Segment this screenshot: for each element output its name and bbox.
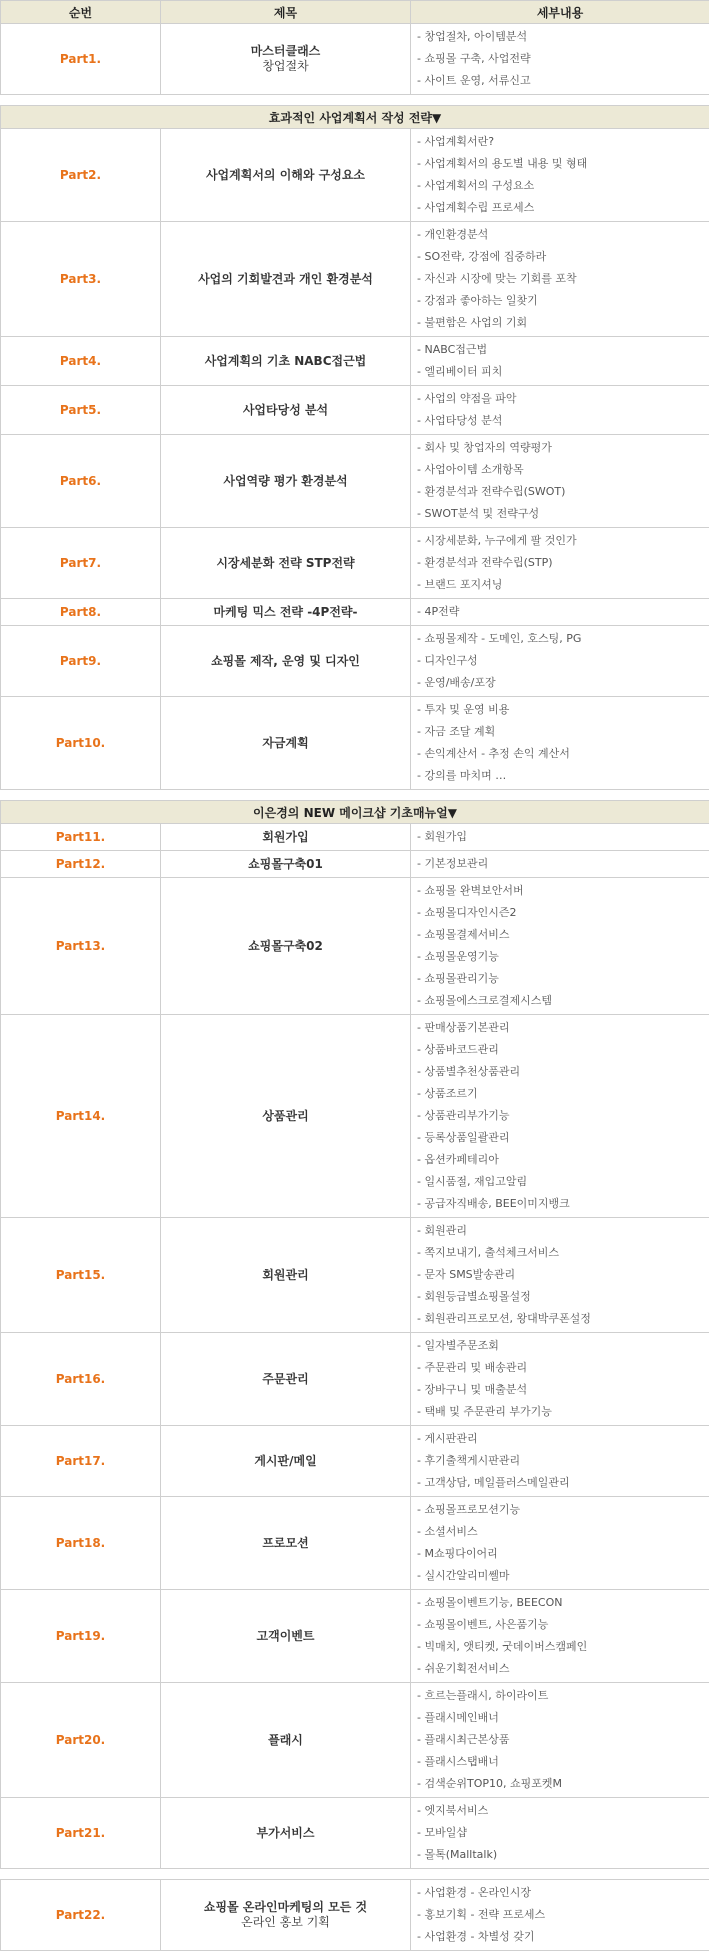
section-header-row [1,801,709,824]
part-number: Part22. [1,1880,161,1951]
table-row [1,129,709,222]
part-number: Part5. [1,386,161,435]
detail-item: - 자금 조달 계획 [417,721,709,743]
lesson-title-cell [161,626,411,697]
lesson-title-cell [161,851,411,878]
detail-item: - 검색순위TOP10, 쇼핑포켓M [417,1773,709,1795]
lesson-title-cell [161,435,411,528]
section-title: 효과적인 사업계획서 작성 전략▼ [1,106,709,129]
part-number: Part12. [1,851,161,878]
lesson-details [411,1880,709,1951]
detail-item: - 쪽지보내기, 출석체크서비스 [417,1242,709,1264]
table-row [1,1683,709,1798]
table-row [1,626,709,697]
detail-item: - 사업계획서의 용도별 내용 및 형태 [417,153,709,175]
detail-item: - 강점과 좋아하는 일찾기 [417,290,709,312]
lesson-title: 사업계획의 기초 NABC접근법 [205,354,367,368]
lesson-title-cell [161,386,411,435]
detail-item: - 기본정보관리 [417,853,709,875]
detail-item: - 플래시메인배너 [417,1707,709,1729]
detail-item: - 브랜드 포지셔닝 [417,574,709,596]
lesson-title-cell [161,1590,411,1683]
lesson-details [411,1333,709,1426]
detail-item: - 쇼핑몰디자인시즌2 [417,902,709,924]
detail-item: - 쉬운기획전서비스 [417,1658,709,1680]
part-number: Part11. [1,824,161,851]
column-header: 제목 [161,1,411,24]
lesson-title: 쇼핑몰구축02 [248,939,323,953]
detail-item: - 일자별주문조회 [417,1335,709,1357]
table-header-row [1,1,709,24]
detail-item: - 상품별추천상품관리 [417,1061,709,1083]
lesson-title: 회원가입 [262,830,308,844]
lesson-title-cell [161,697,411,790]
lesson-title-cell [161,1497,411,1590]
detail-item: - 사업계획서의 구성요소 [417,175,709,197]
detail-item: - 회원관리 [417,1220,709,1242]
lesson-details [411,1218,709,1333]
detail-item: - 쇼핑몰 구축, 사업전략 [417,48,709,70]
detail-item: - 환경분석과 전략수립(SWOT) [417,481,709,503]
detail-item: - 사업의 약점을 파악 [417,388,709,410]
detail-item: - 쇼핑몰에스크로결제시스템 [417,990,709,1012]
detail-item: - 쇼핑몰 완벽보안서버 [417,880,709,902]
curriculum-table [0,0,709,95]
detail-item: - 손익계산서 - 추정 손익 계산서 [417,743,709,765]
detail-item: - 택배 및 주문관리 부가기능 [417,1401,709,1423]
table-row [1,1590,709,1683]
table-row [1,851,709,878]
column-header: 순번 [1,1,161,24]
detail-item: - 게시판관리 [417,1428,709,1450]
lesson-title-cell [161,1218,411,1333]
lesson-title: 게시판/메일 [254,1454,316,1468]
part-number: Part21. [1,1798,161,1869]
detail-item: - 상품관리부가기능 [417,1105,709,1127]
detail-item: - 모바일샵 [417,1822,709,1844]
lesson-title-cell [161,528,411,599]
detail-item: - 개인환경분석 [417,224,709,246]
detail-item: - 사업아이템 소개항목 [417,459,709,481]
table-row [1,1015,709,1218]
table-row [1,222,709,337]
lesson-details [411,1497,709,1590]
curriculum-table [0,1879,709,1951]
part-number: Part4. [1,337,161,386]
lesson-title-cell [161,878,411,1015]
detail-item: - 등록상품일괄관리 [417,1127,709,1149]
detail-item: - 실시간알리미쎌마 [417,1565,709,1587]
lesson-details [411,697,709,790]
detail-item: - 회사 및 창업자의 역량평가 [417,437,709,459]
lesson-title: 자금계획 [262,736,308,750]
detail-item: - 빅매치, 앳티켓, 굿데이버스캠페인 [417,1636,709,1658]
lesson-details [411,129,709,222]
table-row [1,824,709,851]
table-row [1,1218,709,1333]
lesson-title-cell [161,1880,411,1951]
lesson-title-cell [161,129,411,222]
table-row [1,1333,709,1426]
lesson-details [411,851,709,878]
detail-item: - 판매상품기본관리 [417,1017,709,1039]
lesson-details [411,528,709,599]
detail-item: - 소셜서비스 [417,1521,709,1543]
lesson-title: 시장세분화 전략 STP전략 [216,556,354,570]
lesson-title-cell [161,337,411,386]
lesson-details [411,435,709,528]
part-number: Part14. [1,1015,161,1218]
part-number: Part18. [1,1497,161,1590]
lesson-title: 상품관리 [262,1109,308,1123]
table-row [1,1426,709,1497]
detail-item: - SWOT분석 및 전략구성 [417,503,709,525]
detail-item: - 사이트 운영, 서류신고 [417,70,709,92]
detail-item: - 투자 및 운영 비용 [417,699,709,721]
detail-item: - 자신과 시장에 맞는 기회를 포착 [417,268,709,290]
detail-item: - 쇼핑몰이벤트, 사은품기능 [417,1614,709,1636]
table-row [1,1497,709,1590]
detail-item: - 상품조르기 [417,1083,709,1105]
curriculum-table [0,800,709,1869]
table-row [1,1880,709,1951]
column-header: 세부내용 [411,1,709,24]
lesson-subtitle: 온라인 홍보 기획 [161,1915,410,1930]
lesson-title-cell [161,24,411,95]
detail-item: - 쇼핑몰이벤트기능, BEECON [417,1592,709,1614]
detail-item: - 쇼핑몰운영기능 [417,946,709,968]
detail-item: - 흐르는플래시, 하이라이트 [417,1685,709,1707]
detail-item: - 후기출책게시판관리 [417,1450,709,1472]
lesson-title: 쇼핑몰 제작, 운영 및 디자인 [211,654,360,668]
curriculum-table [0,105,709,790]
part-number: Part13. [1,878,161,1015]
part-number: Part19. [1,1590,161,1683]
detail-item: - 엘리베이터 피치 [417,361,709,383]
detail-item: - 창업절차, 아이템분석 [417,26,709,48]
detail-item: - 옵션카페테리아 [417,1149,709,1171]
detail-item: - 플래시스탭배너 [417,1751,709,1773]
lesson-title: 부가서비스 [257,1826,315,1840]
detail-item: - 쇼핑몰제작 - 도메인, 호스팅, PG [417,628,709,650]
part-number: Part17. [1,1426,161,1497]
detail-item: - 몰톡(Malltalk) [417,1844,709,1866]
part-number: Part10. [1,697,161,790]
lesson-details [411,599,709,626]
detail-item: - M쇼핑다이어리 [417,1543,709,1565]
detail-item: - 홍보기획 - 전략 프로세스 [417,1904,709,1926]
lesson-title: 쇼핑몰구축01 [248,857,323,871]
section-header-row [1,106,709,129]
part-number: Part20. [1,1683,161,1798]
lesson-details [411,824,709,851]
detail-item: - 장바구니 및 매출분석 [417,1379,709,1401]
lesson-details [411,24,709,95]
table-row [1,697,709,790]
table-row [1,1798,709,1869]
lesson-details [411,386,709,435]
lesson-title-cell [161,1683,411,1798]
part-number: Part8. [1,599,161,626]
lesson-details [411,1426,709,1497]
detail-item: - 4P전략 [417,601,709,623]
table-row [1,599,709,626]
table-row [1,435,709,528]
part-number: Part3. [1,222,161,337]
section-gap [0,95,709,105]
table-row [1,878,709,1015]
lesson-details [411,878,709,1015]
lesson-details [411,626,709,697]
lesson-title: 사업역량 평가 환경분석 [223,474,347,488]
lesson-details [411,222,709,337]
detail-item: - 운영/배송/포장 [417,672,709,694]
detail-item: - NABC접근법 [417,339,709,361]
table-row [1,337,709,386]
table-row [1,24,709,95]
detail-item: - 불편함은 사업의 기회 [417,312,709,334]
detail-item: - 문자 SMS발송관리 [417,1264,709,1286]
detail-item: - 환경분석과 전략수립(STP) [417,552,709,574]
section-gap [0,1869,709,1879]
lesson-title: 사업의 기회발견과 개인 환경분석 [198,272,373,286]
lesson-title: 프로모션 [262,1536,308,1550]
part-number: Part9. [1,626,161,697]
detail-item: - 쇼핑몰결제서비스 [417,924,709,946]
detail-item: - 사업환경 - 차별성 갖기 [417,1926,709,1948]
detail-item: - 회원관리프로모션, 왕대박쿠폰설정 [417,1308,709,1330]
section-gap [0,790,709,800]
part-number: Part6. [1,435,161,528]
lesson-details [411,1683,709,1798]
detail-item: - 회원등급별쇼핑몰설정 [417,1286,709,1308]
table-row [1,528,709,599]
lesson-details [411,1015,709,1218]
lesson-title-cell [161,824,411,851]
detail-item: - 강의를 마치며 … [417,765,709,787]
lesson-title: 회원관리 [262,1268,308,1282]
detail-item: - 디자인구성 [417,650,709,672]
detail-item: - 사업계획서란? [417,131,709,153]
lesson-title: 마케팅 믹스 전략 -4P전략- [214,605,358,619]
lesson-title: 사업타당성 분석 [243,403,328,417]
detail-item: - 사업계획수립 프로세스 [417,197,709,219]
lesson-title-cell [161,222,411,337]
detail-item: - 엣지북서비스 [417,1800,709,1822]
lesson-title: 플래시 [268,1733,303,1747]
detail-item: - 사업타당성 분석 [417,410,709,432]
part-number: Part2. [1,129,161,222]
part-number: Part16. [1,1333,161,1426]
lesson-details [411,337,709,386]
detail-item: - 플래시최근본상품 [417,1729,709,1751]
lesson-title: 쇼핑몰 온라인마케팅의 모든 것 [204,1900,367,1914]
section-title: 이은경의 NEW 메이크샵 기초매뉴얼▼ [1,801,709,824]
detail-item: - 쇼핑몰관리기능 [417,968,709,990]
detail-item: - 일시품절, 재입고알림 [417,1171,709,1193]
detail-item: - 회원가입 [417,826,709,848]
lesson-title: 주문관리 [262,1372,308,1386]
lesson-title-cell [161,1015,411,1218]
detail-item: - 주문관리 및 배송관리 [417,1357,709,1379]
part-number: Part1. [1,24,161,95]
detail-item: - 쇼핑몰프로모션기능 [417,1499,709,1521]
detail-item: - SO전략, 강점에 집중하라 [417,246,709,268]
lesson-title: 마스터클래스 [251,44,321,58]
detail-item: - 사업환경 - 온라인시장 [417,1882,709,1904]
detail-item: - 고객상담, 메일플러스메일관리 [417,1472,709,1494]
part-number: Part7. [1,528,161,599]
lesson-title: 고객이벤트 [257,1629,315,1643]
detail-item: - 시장세분화, 누구에게 팔 것인가 [417,530,709,552]
lesson-title-cell [161,1798,411,1869]
lesson-title: 사업계획서의 이해와 구성요소 [206,168,365,182]
table-row [1,386,709,435]
lesson-title-cell [161,1333,411,1426]
lesson-title-cell [161,1426,411,1497]
detail-item: - 상품바코드관리 [417,1039,709,1061]
lesson-details [411,1798,709,1869]
detail-item: - 공급자직배송, BEE이미지뱅크 [417,1193,709,1215]
lesson-subtitle: 창업절차 [161,59,410,74]
lesson-title-cell [161,599,411,626]
part-number: Part15. [1,1218,161,1333]
lesson-details [411,1590,709,1683]
